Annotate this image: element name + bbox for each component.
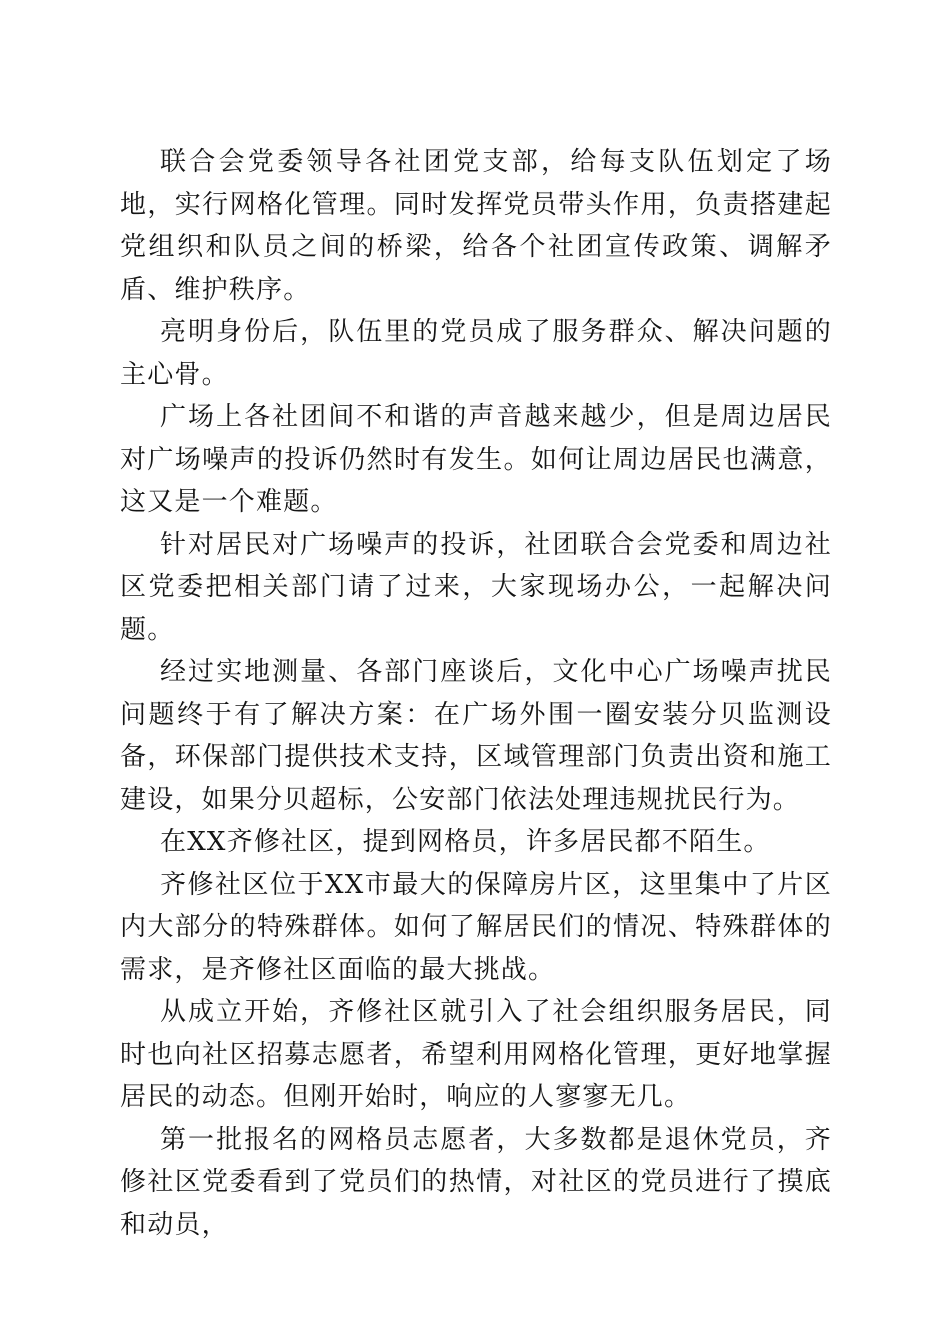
paragraph-3: 广场上各社团间不和谐的声音越来越少，但是周边居民对广场噪声的投诉仍然时有发生。如何让周边居民也满意，这又是一个难题。 xyxy=(120,402,832,517)
paragraph-2: 亮明身份后，队伍里的党员成了服务群众、解决问题的主心骨。 xyxy=(120,317,832,390)
paragraph-9: 第一批报名的网格员志愿者，大多数都是退休党员，齐修社区党委看到了党员们的热情，对社区的党员进行了摸底和动员， xyxy=(120,1124,832,1240)
paragraph-1: 联合会党委领导各社团党支部，给每支队伍划定了场地，实行网格化管理。同时发挥党员带头作用，负责搭建起党组织和队员之间的桥梁，给各个社团宣传政策、调解矛盾、维护秩序。 xyxy=(120,147,832,305)
paragraph-4: 针对居民对广场噪声的投诉，社团联合会党委和周边社区党委把相关部门请了过来，大家现场办公，一起解决问题。 xyxy=(120,529,832,645)
paragraph-6: 在XX齐修社区，提到网格员，许多居民都不陌生。 xyxy=(160,827,771,857)
paragraph-5: 经过实地测量、各部门座谈后，文化中心广场噪声扰民问题终于有了解决方案：在广场外围一圈安装分贝监测设备，环保部门提供技术支持，区域管理部门负责出资和施工建设，如果分贝超标，公安部门依法处理违规扰民行为。 xyxy=(120,657,832,815)
document-body xyxy=(120,141,832,1246)
paragraph-8: 从成立开始，齐修社区就引入了社会组织服务居民，同时也向社区招募志愿者，希望利用网格化管理，更好地掌握居民的动态。但刚开始时，响应的人寥寥无几。 xyxy=(120,997,832,1112)
paragraph-7: 齐修社区位于XX市最大的保障房片区，这里集中了片区内大部分的特殊群体。如何了解居民们的情况、特殊群体的需求，是齐修社区面临的最大挑战。 xyxy=(120,869,832,985)
